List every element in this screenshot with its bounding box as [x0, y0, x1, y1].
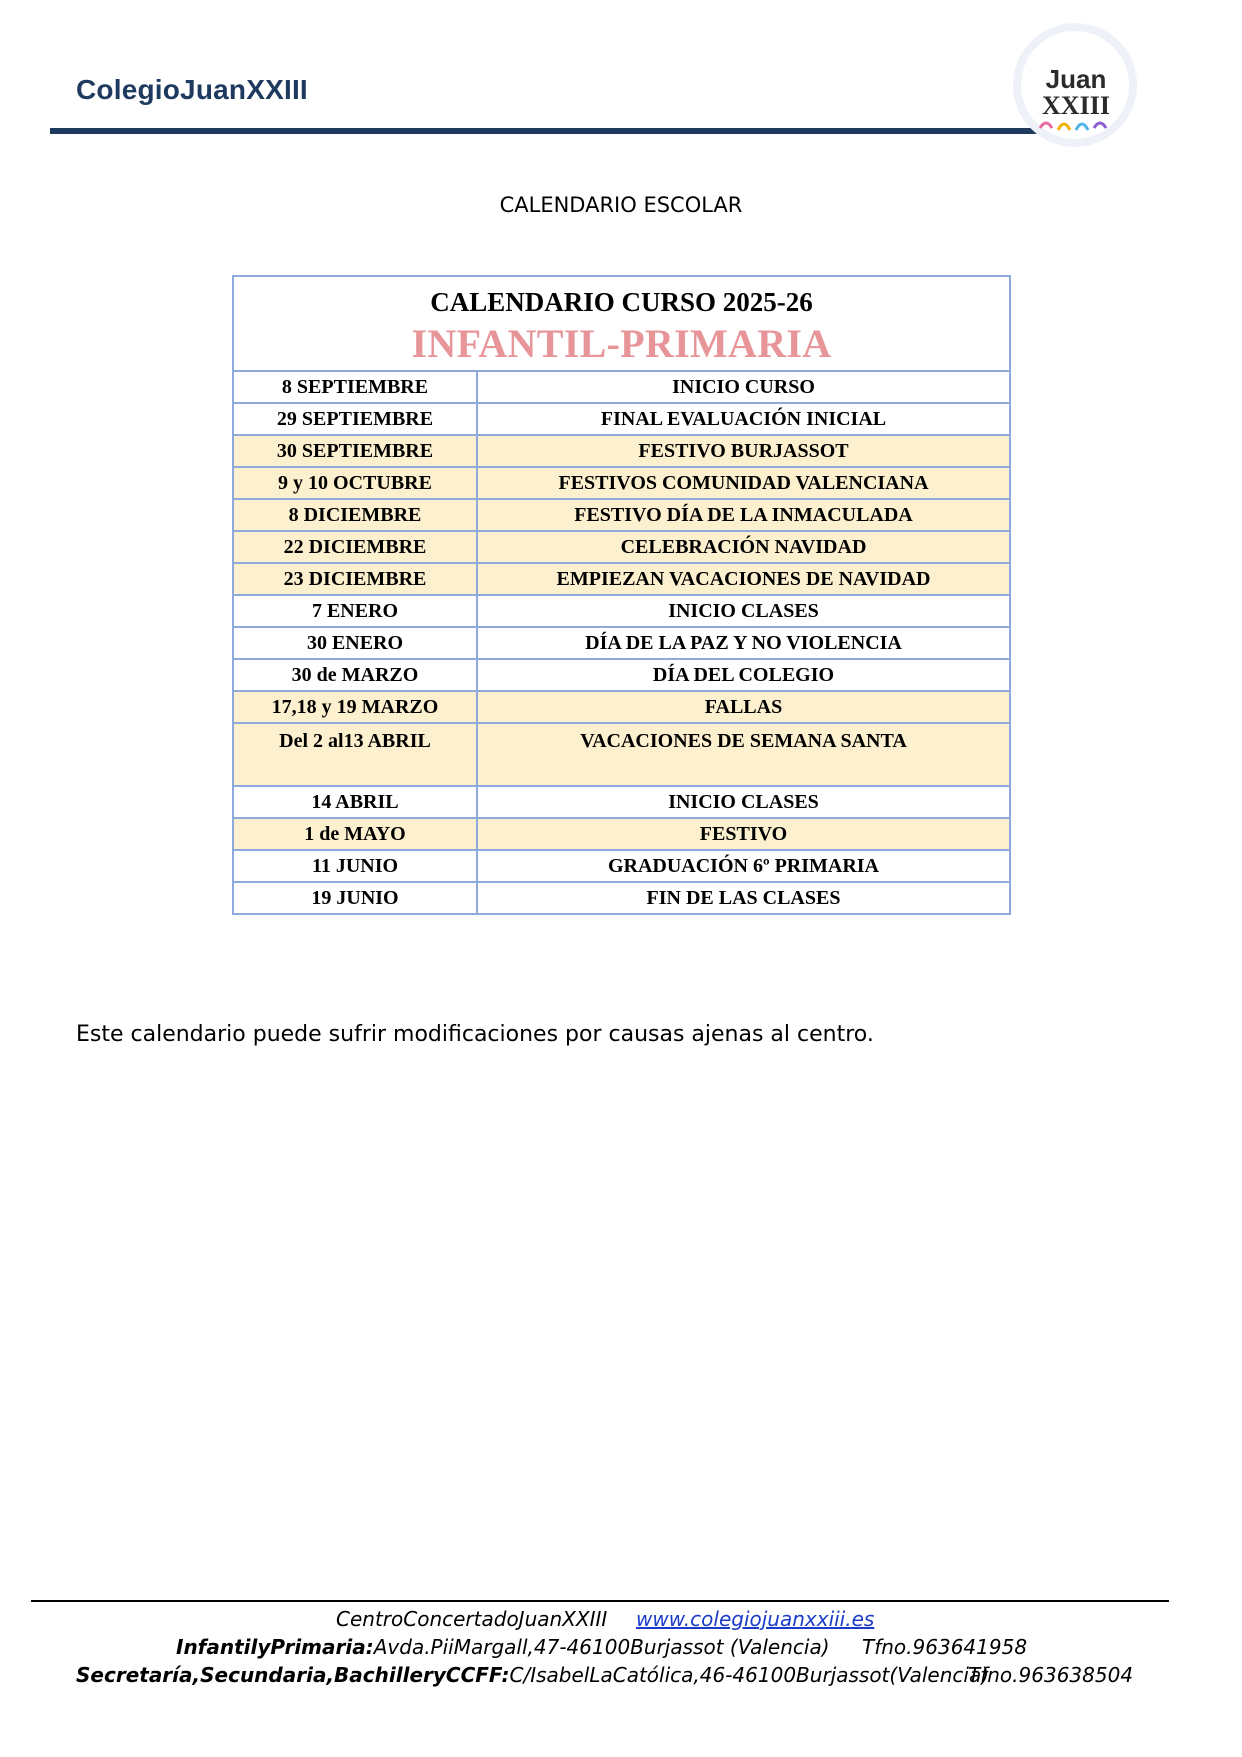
calendar-date: 29 SEPTIEMBRE — [233, 403, 477, 435]
calendar-title: CALENDARIO CURSO 2025-26 — [430, 287, 813, 317]
calendar-row — [233, 786, 1010, 818]
calendar-row — [233, 627, 1010, 659]
svg-text:XXIII: XXIII — [1042, 91, 1110, 120]
calendar-row — [233, 850, 1010, 882]
footer-center-name: CentroConcertadoJuanXXIII — [336, 1607, 608, 1631]
calendar-event: INICIO CLASES — [477, 786, 1010, 818]
footer-infantil-address: Avda.PiiMargall,47-46100Burjassot (Valencia) — [373, 1635, 830, 1659]
calendar-event: FALLAS — [477, 691, 1010, 723]
calendar-header — [233, 276, 1010, 371]
calendar-row — [233, 499, 1010, 531]
calendar-date: 22 DICIEMBRE — [233, 531, 477, 563]
calendar-table — [232, 275, 1011, 915]
school-name: ColegioJuanXXIII — [76, 74, 308, 105]
calendar-date: 19 JUNIO — [233, 882, 477, 914]
calendar-row — [233, 467, 1010, 499]
calendar-date: 17,18 y 19 MARZO — [233, 691, 477, 723]
calendar-date: 14 ABRIL — [233, 786, 477, 818]
calendar-row — [233, 531, 1010, 563]
calendar-date: 1 de MAYO — [233, 818, 477, 850]
calendar-event: INICIO CLASES — [477, 595, 1010, 627]
footer-secretaria-address: C/IsabelLaCatólica,46-46100Burjassot(Valencia) — [509, 1663, 990, 1687]
calendar-event: INICIO CURSO — [477, 371, 1010, 403]
footer-infantil-phone: Tfno.963641958 — [862, 1635, 1028, 1659]
calendar-row — [233, 435, 1010, 467]
footer-secretaria-phone: Tfno.963638504 — [968, 1663, 1134, 1687]
calendar-event: FESTIVO DÍA DE LA INMACULADA — [477, 499, 1010, 531]
calendar-row — [233, 818, 1010, 850]
calendar-event: FESTIVO BURJASSOT — [477, 435, 1010, 467]
calendar-row — [233, 595, 1010, 627]
calendar-date: 8 DICIEMBRE — [233, 499, 477, 531]
calendar-row — [233, 882, 1010, 914]
calendar-date: 30 de MARZO — [233, 659, 477, 691]
calendar-date: 30 SEPTIEMBRE — [233, 435, 477, 467]
footer-infantil-label: InfantilyPrimaria: — [176, 1635, 374, 1659]
calendar-event: GRADUACIÓN 6º PRIMARIA — [477, 850, 1010, 882]
calendar-event: FIN DE LAS CLASES — [477, 882, 1010, 914]
footer-line-infantil — [176, 1635, 830, 1659]
calendar-row — [233, 723, 1010, 786]
calendar-date: 9 y 10 OCTUBRE — [233, 467, 477, 499]
calendar-row — [233, 563, 1010, 595]
footer-website-link[interactable]: www.colegiojuanxxiii.es — [636, 1607, 875, 1631]
calendar-row — [233, 691, 1010, 723]
svg-text:Juan: Juan — [1045, 64, 1107, 94]
calendar-event: DÍA DEL COLEGIO — [477, 659, 1010, 691]
calendar-date: 30 ENERO — [233, 627, 477, 659]
calendar-event: VACACIONES DE SEMANA SANTA — [477, 723, 1010, 786]
calendar-row — [233, 371, 1010, 403]
disclaimer-note: Este calendario puede sufrir modificaciones por causas ajenas al centro. — [76, 1022, 874, 1047]
calendar-date: 11 JUNIO — [233, 850, 477, 882]
footer-line-secretaria — [76, 1663, 989, 1687]
footer-secretaria-label: Secretaría,Secundaria,BachilleryCCFF: — [76, 1663, 510, 1687]
calendar-row — [233, 403, 1010, 435]
document-title: CALENDARIO ESCOLAR — [499, 193, 743, 217]
calendar-date: 8 SEPTIEMBRE — [233, 371, 477, 403]
calendar-date: 7 ENERO — [233, 595, 477, 627]
calendar-event: CELEBRACIÓN NAVIDAD — [477, 531, 1010, 563]
calendar-event: FINAL EVALUACIÓN INICIAL — [477, 403, 1010, 435]
calendar-event: DÍA DE LA PAZ Y NO VIOLENCIA — [477, 627, 1010, 659]
header-rule — [50, 128, 1050, 134]
footer-rule — [31, 1600, 1169, 1602]
calendar-event: FESTIVOS COMUNIDAD VALENCIANA — [477, 467, 1010, 499]
calendar-date: Del 2 al13 ABRIL — [233, 723, 477, 786]
calendar-subtitle: INFANTIL-PRIMARIA — [411, 321, 832, 366]
calendar-row — [233, 659, 1010, 691]
calendar-event: EMPIEZAN VACACIONES DE NAVIDAD — [477, 563, 1010, 595]
calendar-event: FESTIVO — [477, 818, 1010, 850]
calendar-date: 23 DICIEMBRE — [233, 563, 477, 595]
school-logo — [1000, 10, 1150, 155]
